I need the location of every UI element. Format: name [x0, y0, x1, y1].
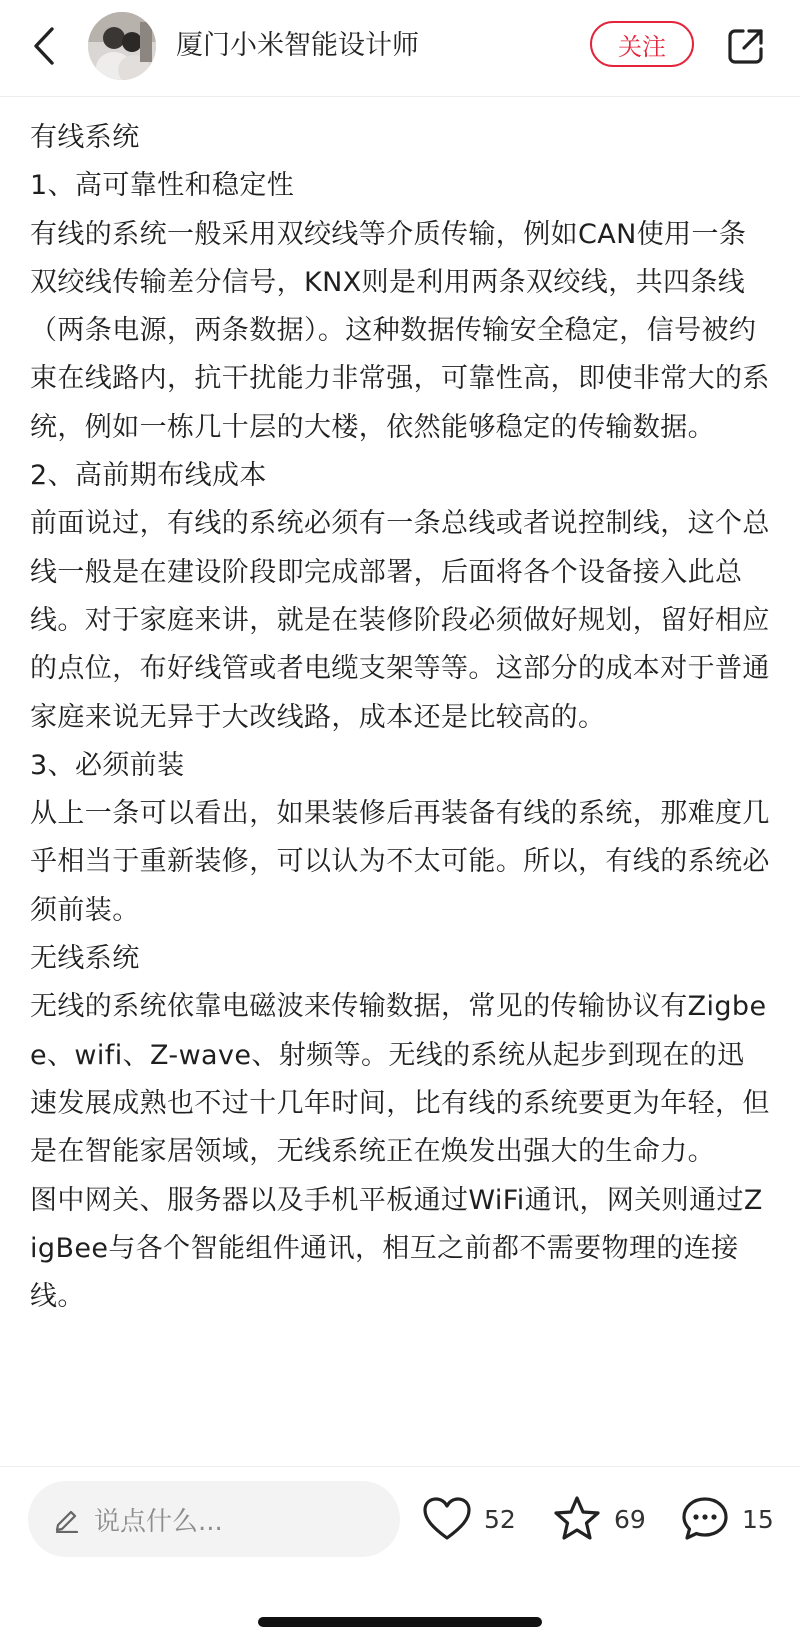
favorite-count: 69 [614, 1504, 646, 1534]
paragraph-reliability: 有线的系统一般采用双绞线等介质传输，例如CAN使用一条双绞线传输差分信号，KNX则是利用两条双绞线，共四条线（两条电源，两条数据）。这种数据传输安全稳定，信号被约束在线路内，抗干扰能力非常强，可靠性高，即使非常大的系统，例如一栋几十层的大楼，依然能够稳定的传输数据。 [30, 218, 770, 443]
paragraph-wiring-cost: 前面说过，有线的系统必须有一条总线或者说控制线，这个总线一般是在建设阶段即完成部署，后面将各个设备接入此总线。对于家庭来讲，就是在装修阶段必须做好规划，留好相应的点位，布好线管或者电缆支架等等。这部分的成本对于普通家庭来说无异于大改线路，成本还是比较高的。 [30, 508, 770, 733]
favorite-button[interactable] [552, 1491, 646, 1547]
top-nav-bar [0, 0, 800, 97]
share-icon [726, 26, 766, 66]
back-arrow-icon [31, 26, 57, 66]
comment-bubble-icon [680, 1495, 730, 1543]
subheading-pre-install: 3、必须前装 [30, 749, 185, 781]
heart-icon [422, 1496, 472, 1542]
like-count: 52 [484, 1504, 516, 1534]
paragraph-gateway: 图中网关、服务器以及手机平板通过WiFi通讯，网关则通过ZigBee与各个智能组件通讯，相互之前都不需要物理的连接线。 [30, 1184, 763, 1313]
follow-button[interactable]: 关注 [590, 21, 694, 67]
avatar[interactable] [88, 12, 156, 80]
home-indicator[interactable] [258, 1617, 542, 1627]
post-content [30, 114, 770, 1321]
paragraph-pre-install: 从上一条可以看出，如果装修后再装备有线的系统，那难度几乎相当于重新装修，可以认为不太可能。所以，有线的系统必须前装。 [30, 798, 770, 926]
comment-button[interactable] [680, 1491, 774, 1547]
section-title-wireless: 无线系统 [30, 943, 140, 975]
avatar-image [88, 12, 156, 80]
subheading-reliability: 1、高可靠性和稳定性 [30, 170, 295, 202]
section-title-wired: 有线系统 [30, 122, 140, 153]
comment-count: 15 [742, 1504, 774, 1534]
subheading-wiring-cost: 2、高前期布线成本 [30, 460, 267, 492]
pen-icon [52, 1504, 82, 1534]
paragraph-wireless: 无线的系统依靠电磁波来传输数据，常见的传输协议有Zigbee、wifi、Z-wave、射频等。无线的系统从起步到现在的迅速发展成熟也不过十几年时间，比有线的系统要更为年轻，但是在智能家居领域，无线系统正在焕发出强大的生命力。 [30, 991, 770, 1168]
share-button[interactable] [722, 22, 770, 70]
author-name[interactable]: 厦门小米智能设计师 [176, 30, 419, 61]
bottom-action-bar [0, 1466, 800, 1638]
comment-input[interactable] [28, 1481, 400, 1557]
like-button[interactable] [422, 1491, 516, 1547]
star-icon [552, 1495, 602, 1543]
back-button[interactable] [24, 22, 64, 70]
comment-placeholder: 说点什么... [94, 1506, 223, 1537]
